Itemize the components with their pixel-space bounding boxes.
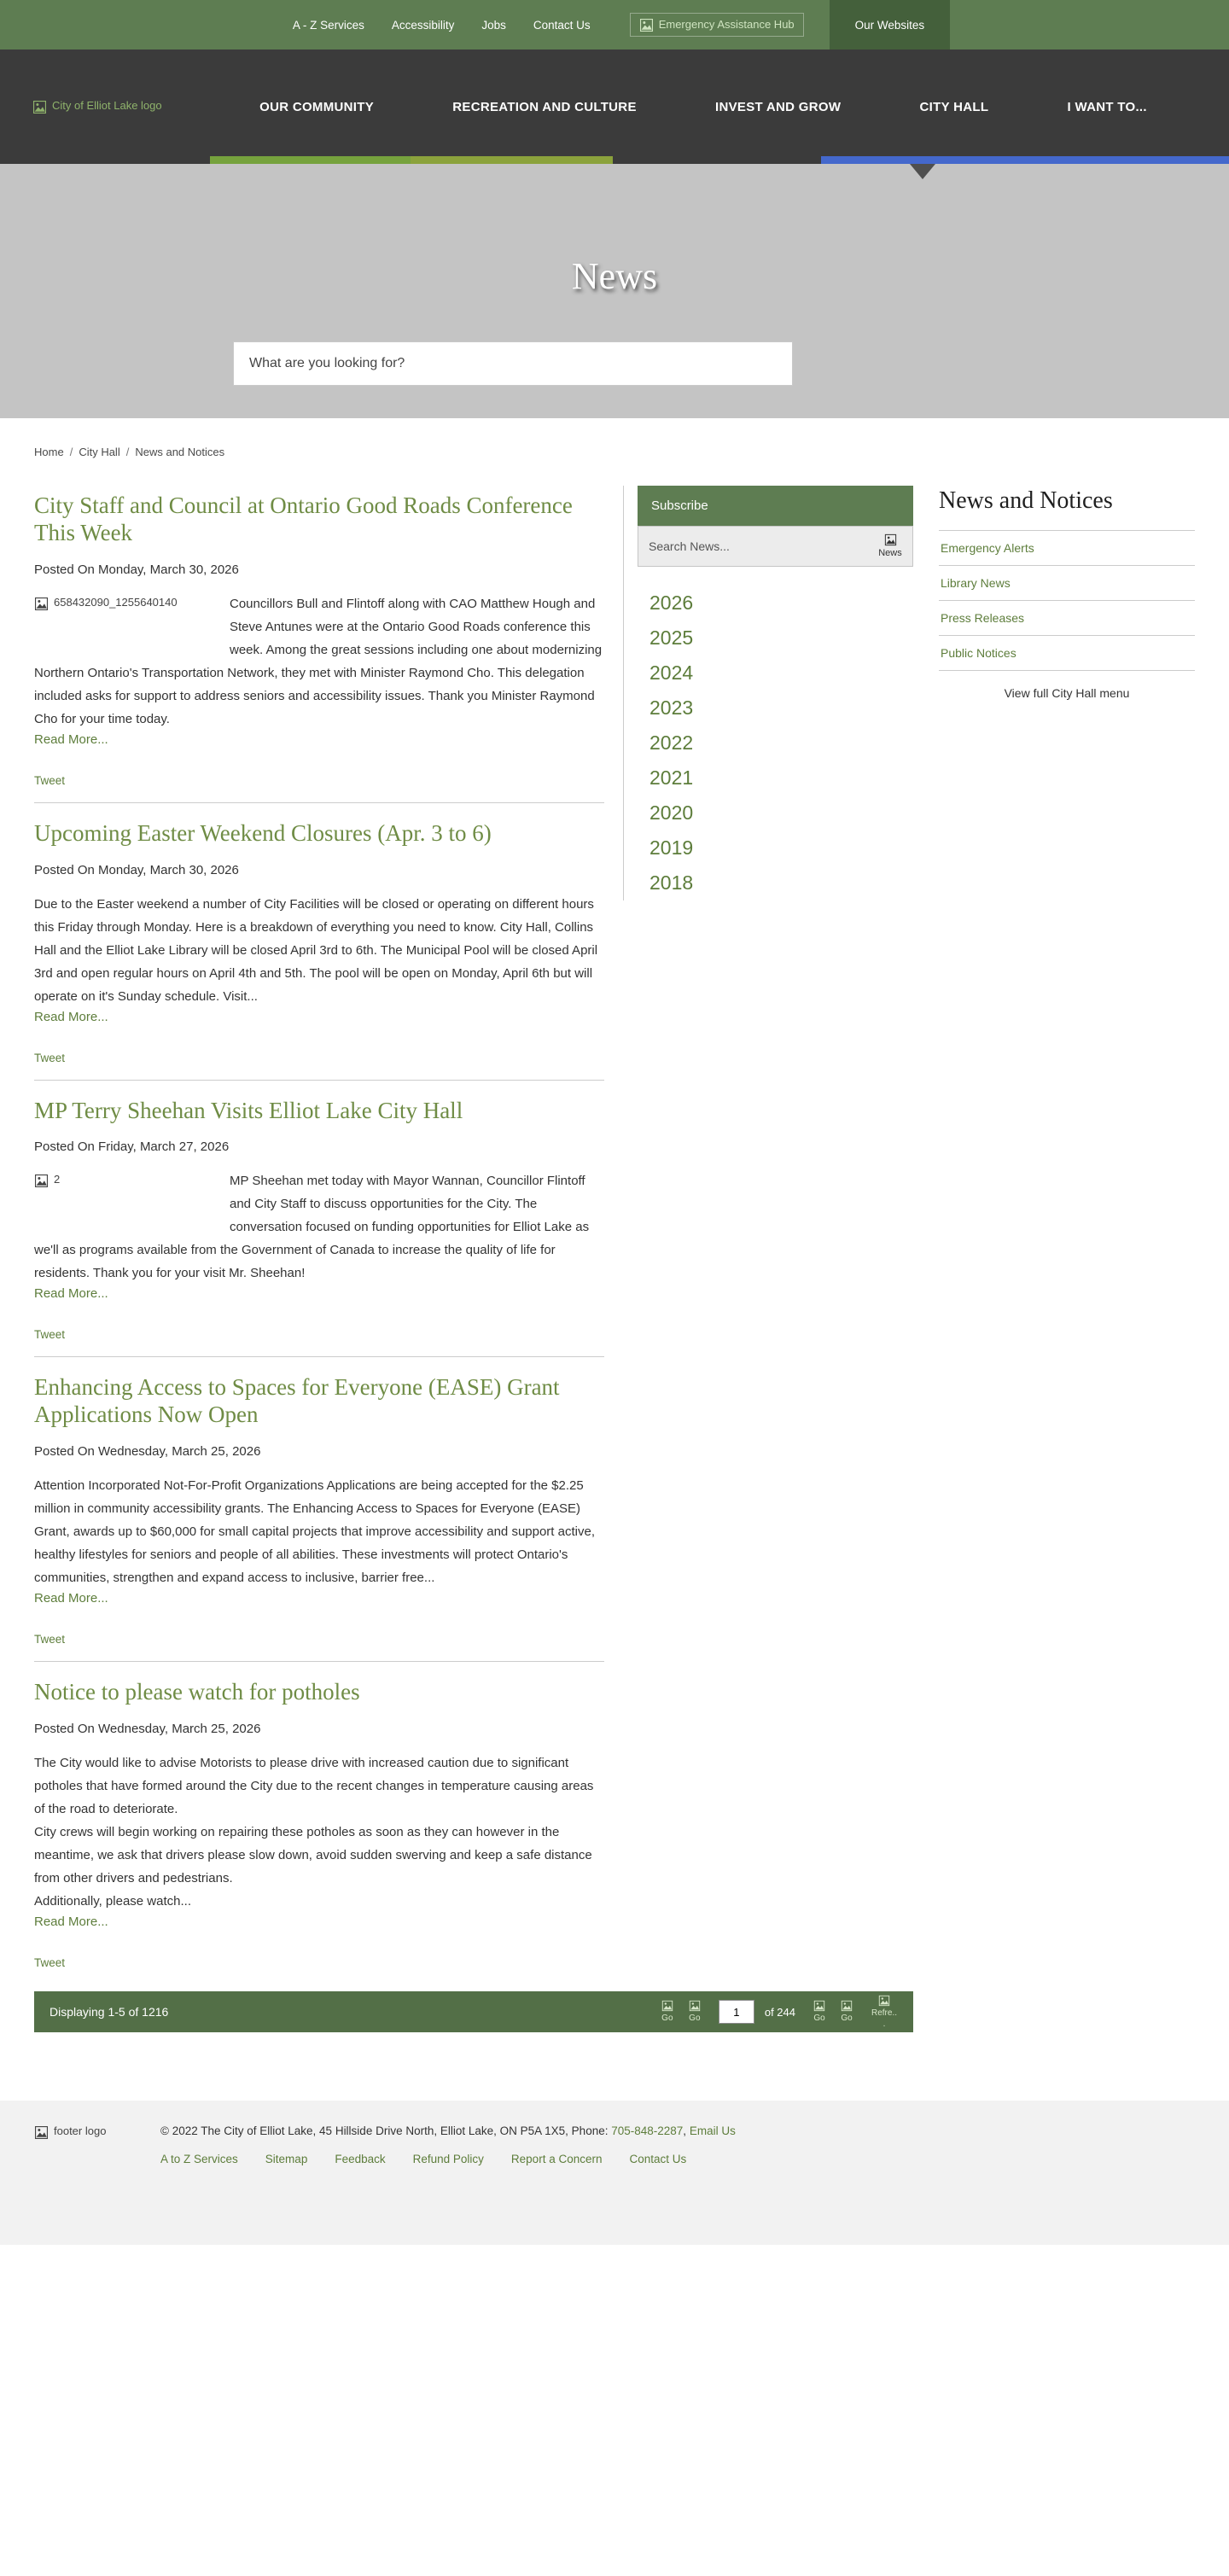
tweet-link[interactable]: Tweet bbox=[34, 1633, 66, 1646]
news-notices-sidebar bbox=[939, 486, 1195, 2032]
main-column bbox=[34, 486, 913, 2032]
broken-image-icon bbox=[32, 100, 47, 114]
nav-item[interactable]: OUR COMMUNITY bbox=[259, 99, 375, 114]
article-paragraph: Additionally, please watch... bbox=[34, 1894, 191, 1909]
read-more-link[interactable]: Read More... bbox=[34, 1591, 108, 1606]
sidebar-link[interactable]: Emergency Alerts bbox=[939, 531, 1195, 566]
sidebar-link-list bbox=[939, 530, 1195, 671]
nav-underline-green bbox=[210, 156, 411, 164]
broken-image-icon bbox=[878, 1995, 890, 2007]
pagination-bar bbox=[34, 1991, 913, 2032]
broken-image-alt-text: Go bbox=[689, 2014, 701, 2024]
broken-image-alt-text: Go bbox=[813, 2014, 825, 2024]
footer-link[interactable]: Sitemap bbox=[265, 2153, 308, 2166]
broken-image-icon bbox=[34, 2125, 49, 2140]
article-paragraph: City crews will begin working on repairing these potholes as soon as they can however in the meantime, we ask that drivers please slow down, avoid sudden swerving and keep a safe distance from other drivers and pedestrians. bbox=[34, 1825, 592, 1886]
year-link[interactable]: 2018 bbox=[649, 871, 694, 894]
year-list-item bbox=[649, 691, 913, 726]
article-paragraph: Due to the Easter weekend a number of City Facilities will be closed or operating on different hours this Friday through Monday. Here is a breakdown of everything you need to know. City Hall, Collins Hall and the Elliot Lake Library will be closed April 3rd to 6th. The Municipal Pool will be closed April 3rd and open regular hours on April 4th and 5th. The pool will be open on Monday, April 6th but will operate on it's Sunday schedule. Visit... bbox=[34, 896, 598, 1004]
tweet-link[interactable]: Tweet bbox=[34, 1328, 66, 1342]
city-hall-menu-link[interactable]: View full City Hall menu bbox=[1004, 686, 1130, 700]
year-list-item bbox=[649, 830, 913, 865]
breadcrumb-link[interactable]: Home bbox=[34, 446, 64, 458]
broken-image-icon bbox=[34, 597, 49, 611]
footer-copyright bbox=[160, 2124, 736, 2137]
footer-logo-alt-text: footer logo bbox=[54, 2124, 107, 2138]
year-list-item bbox=[649, 586, 913, 621]
top-utility-bar bbox=[0, 0, 1229, 50]
topbar-inner bbox=[0, 0, 1229, 50]
year-list-item bbox=[649, 796, 913, 830]
footer-link[interactable]: Report a Concern bbox=[510, 2153, 603, 2166]
copyright-separator: , bbox=[683, 2124, 690, 2138]
article-title[interactable]: Notice to please watch for potholes bbox=[34, 1679, 360, 1705]
article-body bbox=[34, 1474, 604, 1589]
page-title: News bbox=[571, 255, 658, 297]
topbar-link[interactable]: Accessibility bbox=[391, 18, 455, 32]
site-logo[interactable] bbox=[32, 99, 178, 114]
article-title[interactable]: MP Terry Sheehan Visits Elliot Lake City Hall bbox=[34, 1097, 463, 1123]
tweet-link[interactable]: Tweet bbox=[34, 1051, 66, 1064]
news-search-input[interactable] bbox=[638, 539, 868, 553]
tweet-link[interactable]: Tweet bbox=[34, 1956, 66, 1970]
footer-logo[interactable] bbox=[34, 2124, 128, 2140]
hero-banner bbox=[0, 164, 1229, 418]
sidebar-list-item bbox=[939, 566, 1195, 601]
sidebar-title: News and Notices bbox=[939, 487, 1113, 514]
read-more-link[interactable]: Read More... bbox=[34, 731, 108, 747]
read-more-link[interactable]: Read More... bbox=[34, 1009, 108, 1024]
nav-item[interactable]: RECREATION AND CULTURE bbox=[452, 99, 637, 114]
sidebar-list-item bbox=[939, 601, 1195, 636]
refresh-alt-text: Refre... bbox=[871, 2008, 897, 2029]
tweet-row bbox=[34, 1051, 604, 1066]
article-posted-date: Posted On Wednesday, March 25, 2026 bbox=[34, 1444, 261, 1460]
sidebar-list-item bbox=[939, 531, 1195, 566]
breadcrumb bbox=[0, 418, 1229, 474]
year-link[interactable]: 2021 bbox=[649, 766, 694, 789]
year-link[interactable]: 2020 bbox=[649, 801, 694, 824]
topbar-link[interactable]: Contact Us bbox=[533, 18, 591, 32]
footer-text-block bbox=[160, 2124, 736, 2165]
article-thumbnail-image bbox=[34, 596, 218, 649]
page-number-input[interactable] bbox=[719, 2000, 754, 2024]
our-websites-button[interactable]: Our Websites bbox=[830, 0, 951, 50]
year-list-item bbox=[649, 726, 913, 761]
topbar-links bbox=[279, 0, 604, 50]
article-paragraph: Attention Incorporated Not-For-Profit Organizations Applications are being accepted for the $2.25 million in community accessibility grants. The Enhancing Access to Spaces for Everyone (EASE) Grant, awards up to $60,000 for small capital projects that improve accessibility and support active, healthy lifestyles for seniors and people of all abilities. These investments will protect Ontario's communities, strengthen and expand access to inclusive, barrier free... bbox=[34, 1478, 595, 1586]
pagination-refresh-button[interactable] bbox=[871, 1994, 898, 2030]
year-link[interactable]: 2022 bbox=[649, 731, 694, 754]
article-posted-date: Posted On Friday, March 27, 2026 bbox=[34, 1139, 230, 1155]
nav-item[interactable]: I WANT TO... bbox=[1067, 99, 1147, 114]
article-posted-date: Posted On Monday, March 30, 2026 bbox=[34, 862, 239, 877]
article-paragraph: The City would like to advise Motorists to please drive with increased caution due to significant potholes that have formed around the City due to the recent changes in temperature causing areas of the road to deteriorate. bbox=[34, 1756, 594, 1817]
footer-email-link[interactable]: Email Us bbox=[689, 2124, 736, 2138]
broken-image-icon bbox=[661, 2000, 673, 2012]
pagination-summary: Displaying 1-5 of 1216 bbox=[50, 2005, 169, 2019]
sidebar-link[interactable]: Press Releases bbox=[939, 601, 1195, 636]
footer-link[interactable]: A to Z Services bbox=[160, 2153, 238, 2166]
primary-nav-items bbox=[178, 100, 1229, 114]
news-search-bar bbox=[638, 526, 913, 567]
breadcrumb-link[interactable]: City Hall bbox=[79, 446, 120, 458]
article-body bbox=[34, 1751, 604, 1913]
read-more-link[interactable]: Read More... bbox=[34, 1286, 108, 1302]
year-list-item bbox=[649, 621, 913, 656]
broken-image-alt-text: Go bbox=[661, 2014, 673, 2024]
nav-item[interactable]: INVEST AND GROW bbox=[715, 99, 842, 114]
news-search-button[interactable] bbox=[868, 531, 912, 562]
broken-image-icon bbox=[689, 2000, 701, 2012]
read-more-link[interactable]: Read More... bbox=[34, 1915, 108, 1930]
nav-underline-blue bbox=[821, 156, 1229, 164]
sidebar-list-item bbox=[939, 636, 1195, 671]
broken-image-icon bbox=[884, 533, 897, 546]
breadcrumb-separator: / bbox=[125, 446, 130, 458]
news-year-list bbox=[638, 586, 913, 900]
year-link[interactable]: 2023 bbox=[649, 696, 694, 719]
year-link[interactable]: 2024 bbox=[649, 661, 694, 684]
tweet-row bbox=[34, 1327, 604, 1343]
broken-image-icon bbox=[639, 18, 654, 32]
site-search-input[interactable] bbox=[233, 341, 793, 386]
broken-image-icon bbox=[813, 2000, 825, 2012]
topbar-link[interactable]: Jobs bbox=[481, 18, 506, 32]
main-navigation bbox=[0, 50, 1229, 164]
breadcrumb-separator: / bbox=[69, 446, 73, 458]
nav-item[interactable]: CITY HALL bbox=[919, 99, 989, 114]
article-paragraph: Councillors Bull and Flintoff along with CAO Matthew Hough and Steve Antunes were at the Ontario Good Roads conference this week. Among the great sessions including one about modernizing Northern Ontario's Transportation Network, they met with Minister Raymond Cho. This delegation included asks for support to address seniors and accessibility issues. Thank you Minister Raymond Cho for your time today. bbox=[34, 596, 603, 726]
news-article bbox=[34, 1098, 604, 1358]
pagination-go-button[interactable] bbox=[833, 1999, 860, 2025]
article-list bbox=[34, 486, 623, 1984]
tweet-link[interactable]: Tweet bbox=[34, 773, 66, 787]
article-posted-date: Posted On Monday, March 30, 2026 bbox=[34, 562, 239, 577]
footer-link-list bbox=[160, 2153, 736, 2165]
article-posted-date: Posted On Wednesday, March 25, 2026 bbox=[34, 1722, 261, 1737]
tweet-row bbox=[34, 773, 604, 789]
footer-link[interactable]: Contact Us bbox=[629, 2153, 687, 2166]
tweet-row bbox=[34, 1955, 604, 1971]
year-link[interactable]: 2019 bbox=[649, 836, 694, 859]
page-footer bbox=[0, 2101, 1229, 2245]
nav-underline-olive bbox=[411, 156, 613, 164]
year-link[interactable]: 2026 bbox=[649, 592, 694, 614]
topbar-link[interactable]: A - Z Services bbox=[292, 18, 364, 32]
article-body bbox=[34, 592, 604, 731]
pagination-go-button[interactable] bbox=[654, 1999, 681, 2025]
pagination-prev-group bbox=[654, 1999, 708, 2025]
broken-image-alt-text: 658432090_1255640140 bbox=[54, 595, 178, 609]
footer-link[interactable]: Refund Policy bbox=[412, 2153, 484, 2166]
year-list-item bbox=[649, 656, 913, 691]
news-article bbox=[34, 492, 604, 803]
articles-and-subscribe bbox=[34, 486, 913, 1984]
news-article bbox=[34, 820, 604, 1081]
emergency-banner-alt-text: Emergency Assistance Hub bbox=[658, 17, 795, 31]
pagination-controls bbox=[654, 1994, 898, 2030]
article-title[interactable]: Upcoming Easter Weekend Closures (Apr. 3 to 6) bbox=[34, 819, 492, 846]
emergency-banner-link[interactable] bbox=[630, 13, 804, 37]
year-list-item bbox=[649, 761, 913, 796]
article-body bbox=[34, 1169, 604, 1285]
subscribe-header: Subscribe bbox=[638, 486, 913, 526]
news-article bbox=[34, 1374, 604, 1662]
broken-image-icon bbox=[841, 2000, 853, 2012]
footer-link[interactable]: Feedback bbox=[335, 2153, 386, 2166]
news-search-button-alt-text: News bbox=[878, 548, 902, 559]
sidebar-link[interactable]: Library News bbox=[939, 566, 1195, 601]
site-logo-alt-text: City of Elliot Lake logo bbox=[52, 99, 162, 112]
article-body bbox=[34, 893, 604, 1008]
broken-image-alt-text: 2 bbox=[54, 1173, 61, 1186]
pagination-go-button[interactable] bbox=[806, 1999, 833, 2025]
pagination-go-button[interactable] bbox=[681, 1999, 708, 2025]
tweet-row bbox=[34, 1632, 604, 1647]
year-list-item bbox=[649, 865, 913, 900]
broken-image-icon bbox=[34, 1174, 49, 1188]
page-count-label: of 244 bbox=[764, 2005, 795, 2019]
year-link[interactable]: 2025 bbox=[649, 627, 694, 649]
article-thumbnail-image bbox=[34, 1173, 218, 1226]
copyright-text: © 2022 The City of Elliot Lake, 45 Hillside Drive North, Elliot Lake, ON P5A 1X5, Phone: bbox=[160, 2124, 612, 2138]
footer-phone-link[interactable]: 705-848-2287 bbox=[611, 2124, 684, 2138]
article-paragraph: MP Sheehan met today with Mayor Wannan, Councillor Flintoff and City Staff to discuss opportunities for the City. The conversation focused on funding opportunities for Elliot Lake as we'll as programs available from the Government of Canada to increase the quality of life for residents. Thank you for your visit Mr. Sheehan! bbox=[34, 1174, 590, 1281]
broken-image-alt-text: Go bbox=[841, 2014, 853, 2024]
active-section-caret bbox=[910, 164, 935, 179]
content-area bbox=[0, 474, 1229, 2101]
sidebar-link[interactable]: Public Notices bbox=[939, 636, 1195, 671]
article-title[interactable]: Enhancing Access to Spaces for Everyone (EASE) Grant Applications Now Open bbox=[34, 1374, 560, 1428]
breadcrumb-current: News and Notices bbox=[135, 446, 225, 458]
article-title[interactable]: City Staff and Council at Ontario Good Roads Conference This Week bbox=[34, 492, 573, 545]
subscribe-panel bbox=[623, 486, 913, 900]
news-article bbox=[34, 1679, 604, 1984]
pagination-next-group bbox=[806, 1999, 860, 2025]
